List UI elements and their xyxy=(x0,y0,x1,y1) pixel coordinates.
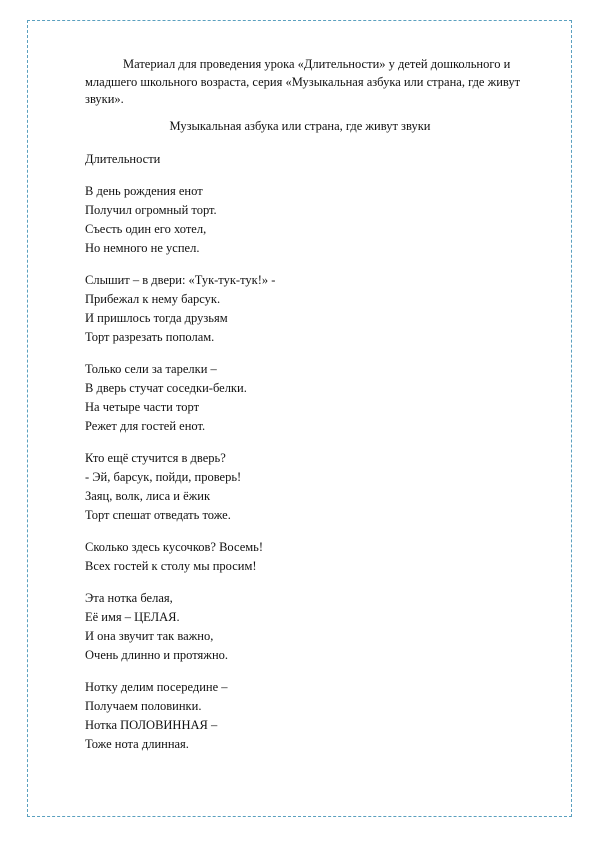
poem-line: Режет для гостей енот. xyxy=(85,418,206,433)
poem-line: Прибежал к нему барсук. xyxy=(85,291,221,306)
stanza-2 xyxy=(85,271,535,347)
poem-line: Кто ещё стучится в дверь? xyxy=(85,450,226,465)
poem-line: На четыре части торт xyxy=(85,399,200,414)
section-title: Длительности xyxy=(85,151,161,166)
poem-line: Её имя – ЦЕЛАЯ. xyxy=(85,609,180,624)
poem-line: В дверь стучат соседки-белки. xyxy=(85,380,247,395)
stanza-3 xyxy=(85,360,535,436)
poem-line: Торт разрезать пополам. xyxy=(85,329,215,344)
poem-line: В день рождения енот xyxy=(85,183,203,198)
poem-line: Эта нотка белая, xyxy=(85,590,173,605)
stanza-6 xyxy=(85,589,535,665)
poem-line: Нотка ПОЛОВИННАЯ – xyxy=(85,717,218,732)
poem-line: Но немного не успел. xyxy=(85,240,200,255)
poem-line: Только сели за тарелки – xyxy=(85,361,217,376)
document-body xyxy=(85,56,535,754)
intro-paragraph: Материал для проведения урока «Длительности» у детей дошкольного и младшего школьного возраста, серия «Музыкальная азбука или страна, где живут звуки». xyxy=(85,57,521,106)
poem-line: Всех гостей к столу мы просим! xyxy=(85,558,257,573)
poem-line: Сколько здесь кусочков? Восемь! xyxy=(85,539,264,554)
poem-line: Нотку делим посередине – xyxy=(85,679,228,694)
poem-line: И она звучит так важно, xyxy=(85,628,214,643)
stanza-7 xyxy=(85,678,535,754)
poem-line: Съесть один его хотел, xyxy=(85,221,207,236)
poem-line: Торт спешат отведать тоже. xyxy=(85,507,231,522)
poem-line: Тоже нота длинная. xyxy=(85,736,189,751)
subtitle: Музыкальная азбука или страна, где живут звуки xyxy=(169,118,431,133)
poem-line: Заяц, волк, лиса и ёжик xyxy=(85,488,211,503)
poem-line: Очень длинно и протяжно. xyxy=(85,647,229,662)
stanza-1 xyxy=(85,182,535,258)
poem-line: И пришлось тогда друзьям xyxy=(85,310,228,325)
poem-line: Слышит – в двери: «Тук-тук-тук!» - xyxy=(85,272,276,287)
poem-line: Получил огромный торт. xyxy=(85,202,217,217)
poem-line: - Эй, барсук, пойди, проверь! xyxy=(85,469,242,484)
poem-line: Получаем половинки. xyxy=(85,698,202,713)
stanza-5 xyxy=(85,538,535,576)
stanza-4 xyxy=(85,449,535,525)
